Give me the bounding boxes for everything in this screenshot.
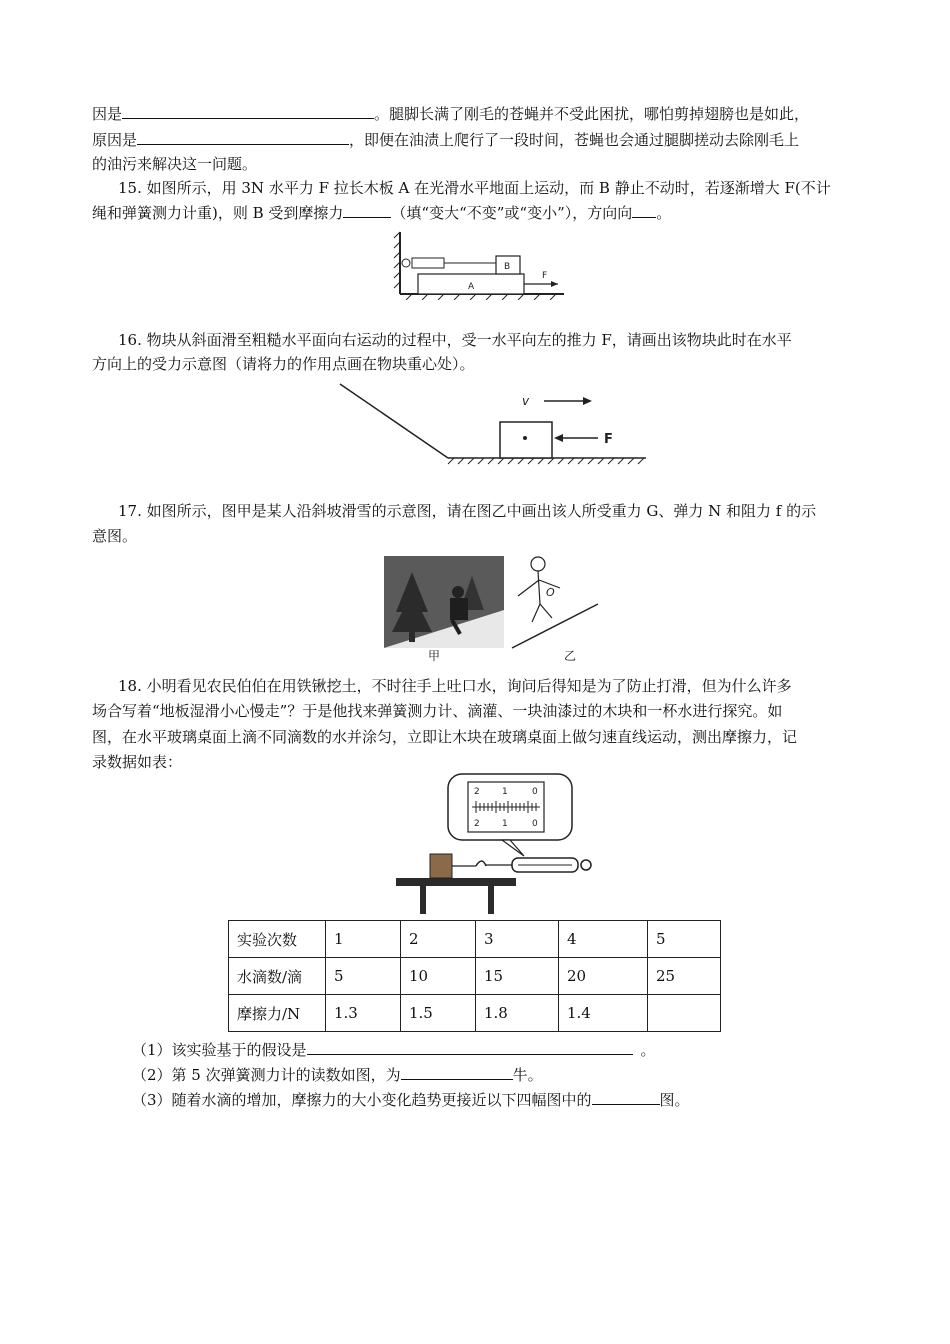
q18-sub-1 bbox=[132, 1040, 656, 1060]
spring-scale bbox=[412, 258, 444, 268]
q15-figure bbox=[392, 228, 568, 300]
scale-label: 0 bbox=[532, 787, 538, 797]
q17-figure bbox=[382, 552, 600, 664]
scale-label: 1 bbox=[502, 787, 508, 797]
table-cell: 1.8 bbox=[476, 995, 559, 1032]
label-b: B bbox=[504, 262, 511, 272]
answer-blank[interactable] bbox=[592, 1090, 660, 1105]
intro-text: ，即便在油渍上爬行了一段时间，苍蝇也会通过腿脚搓动去除刚毛上 bbox=[349, 131, 800, 149]
table-row bbox=[229, 995, 721, 1032]
label-f: F bbox=[604, 432, 613, 447]
table-cell: 1.5 bbox=[401, 995, 476, 1032]
q15-text: 绳和弹簧测力计重)，则 B 受到摩擦力 bbox=[92, 204, 344, 222]
q16-line-1: 16. 物块从斜面滑至粗糙水平面向右运动的过程中，受一水平向左的推力 F，请画出该物块此时在水平 bbox=[118, 331, 792, 349]
intro-line-1 bbox=[92, 104, 809, 124]
table-cell: 水滴数/滴 bbox=[229, 958, 326, 995]
table-cell: 25 bbox=[648, 958, 721, 995]
q15-text: （填“变大“不变”或“变小”），方向向 bbox=[391, 204, 633, 222]
label-v: v bbox=[522, 394, 530, 408]
q18-line-4: 录数据如表： bbox=[92, 753, 183, 771]
scale-label: 1 bbox=[502, 819, 508, 829]
table-row bbox=[229, 958, 721, 995]
answer-blank[interactable] bbox=[122, 104, 374, 119]
intro-text: 因是 bbox=[92, 105, 123, 123]
label-yi: 乙 bbox=[564, 649, 577, 663]
table-cell: 5 bbox=[326, 958, 401, 995]
q18-line-2: 场合写着“地板湿滑小心慢走”？于是他找来弹簧测力计、滴灌、一块油漆过的木块和一杯水进行探究。如 bbox=[92, 702, 783, 720]
q18-text: 。 bbox=[640, 1041, 656, 1059]
q18-text: 牛。 bbox=[512, 1066, 543, 1084]
table-cell-empty[interactable] bbox=[648, 995, 721, 1032]
q18-figure bbox=[392, 772, 604, 916]
q18-sub-2 bbox=[132, 1065, 543, 1085]
scale-label: 0 bbox=[532, 819, 538, 829]
answer-blank[interactable] bbox=[307, 1040, 633, 1055]
intro-text: 。腿脚长满了刚毛的苍蝇并不受此困扰，哪怕剪掉翅膀也是如此， bbox=[374, 105, 810, 123]
center-of-gravity bbox=[523, 436, 527, 440]
table-cell: 10 bbox=[401, 958, 476, 995]
label-jia: 甲 bbox=[428, 649, 441, 663]
label-a: A bbox=[468, 282, 475, 292]
q15-line-2 bbox=[92, 203, 671, 223]
table-cell: 4 bbox=[559, 921, 648, 958]
q15-line-1: 15. 如图所示，用 3N 水平力 F 拉长木板 A 在光滑水平地面上运动，而 B 静止不动时，若逐渐增大 F(不计 bbox=[118, 179, 831, 197]
q18-sub-3 bbox=[132, 1090, 690, 1110]
skier-head bbox=[531, 557, 545, 571]
table-cell: 15 bbox=[476, 958, 559, 995]
q18-line-1: 18. 小明看见农民伯伯在用铁锹挖土，不时往手上吐口水，询问后得知是为了防止打滑，但为什么许多 bbox=[118, 677, 792, 695]
table-cell: 摩擦力/N bbox=[229, 995, 326, 1032]
label-o: O bbox=[546, 586, 555, 599]
answer-blank[interactable] bbox=[401, 1065, 513, 1080]
q16-figure bbox=[336, 380, 650, 468]
scale-label: 2 bbox=[474, 787, 480, 797]
scale-label: 2 bbox=[474, 819, 480, 829]
q18-text: （3）随着水滴的增加，摩擦力的大小变化趋势更接近以下四幅图中的 bbox=[132, 1091, 592, 1109]
table-cell: 实验次数 bbox=[229, 921, 326, 958]
answer-blank[interactable] bbox=[137, 130, 349, 145]
table-cell: 5 bbox=[648, 921, 721, 958]
answer-blank[interactable] bbox=[343, 203, 391, 218]
table-cell: 2 bbox=[401, 921, 476, 958]
label-f: F bbox=[542, 271, 548, 281]
q18-text: 图。 bbox=[659, 1091, 690, 1109]
table-cell: 3 bbox=[476, 921, 559, 958]
intro-line-3: 的油污来解决这一问题。 bbox=[92, 155, 258, 173]
q17-line-1: 17. 如图所示，图甲是某人沿斜坡滑雪的示意图，请在图乙中画出该人所受重力 G、弹力 N 和阻力 f 的示 bbox=[118, 502, 817, 520]
block bbox=[500, 422, 552, 458]
pull-ring bbox=[581, 860, 591, 870]
wood-block bbox=[430, 854, 452, 878]
q18-text: （2）第 5 次弹簧测力计的读数如图，为 bbox=[132, 1066, 401, 1084]
intro-line-2 bbox=[92, 130, 799, 150]
table-top bbox=[396, 878, 516, 886]
q18-line-3: 图，在水平玻璃桌面上滴不同滴数的水并涂匀，立即让木块在玻璃桌面上做匀速直线运动，测出摩擦力，记 bbox=[92, 728, 798, 746]
answer-blank[interactable] bbox=[632, 203, 656, 218]
q18-text: （1）该实验基于的假设是 bbox=[132, 1041, 307, 1059]
table-cell: 1 bbox=[326, 921, 401, 958]
q16-line-2: 方向上的受力示意图（请将力的作用点画在物块重心处）。 bbox=[92, 355, 475, 373]
intro-text: 原因是 bbox=[92, 131, 138, 149]
table-cell: 20 bbox=[559, 958, 648, 995]
data-table bbox=[228, 920, 721, 1032]
table-cell: 1.4 bbox=[559, 995, 648, 1032]
q17-line-2: 意图。 bbox=[92, 527, 138, 545]
q15-text: 。 bbox=[656, 204, 672, 222]
table-row bbox=[229, 921, 721, 958]
table-cell: 1.3 bbox=[326, 995, 401, 1032]
